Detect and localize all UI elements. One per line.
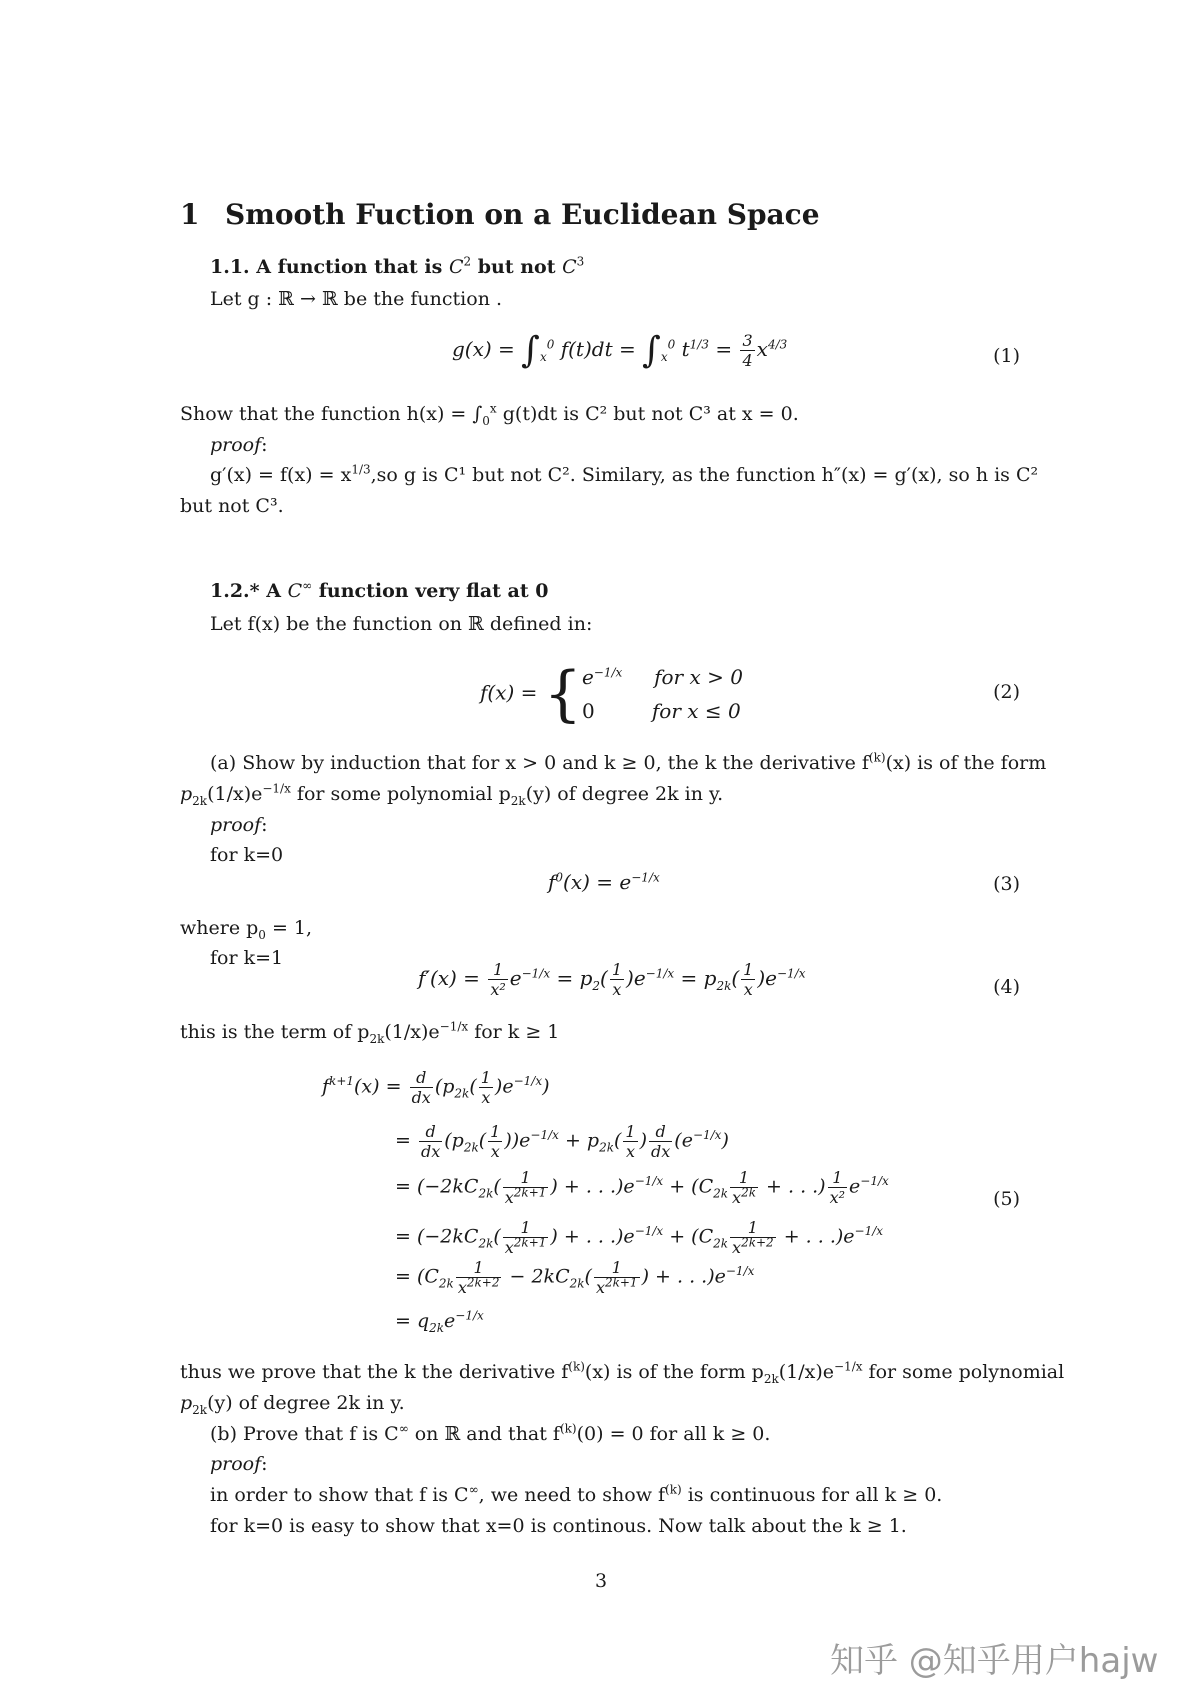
part-b-line: (b) Prove that f is C∞ on ℝ and that $f^{(k)}(0) = 0$ for all k ≥ 0. [210, 1421, 771, 1445]
continuity-line: in order to show that f is C∞, we need to show $f^{(k)}$ is continuous for all k ≥ 0. [210, 1482, 943, 1506]
part-b-end: (0) = 0 for all k ≥ 0. [576, 1423, 771, 1445]
subsection-heading-mid: but not [471, 256, 563, 278]
proof-line-1-text: g′(x) = f(x) = x [210, 464, 352, 486]
equation-5-number: (5) [993, 1188, 1020, 1210]
case-k0: for k=0 [210, 844, 284, 866]
equation-2-number: (2) [993, 681, 1020, 703]
equation-3-number: (3) [993, 873, 1020, 895]
part-a-line-2-tail: (y) of degree 2k in y. [525, 783, 724, 805]
equation-5-line-5: = ($C_{2k}$ $\frac{1}{x^{2k+2}}$ − $2kC_{2k}$( $\frac{1}{x^{2k+1}}$ ) + . . $.)e^{-1/x}$ [395, 1258, 755, 1297]
case-1-condition: for x > 0 [654, 665, 743, 689]
case-k1: for k=1 [210, 947, 284, 969]
conclusion-line-2: $p_{2k}(y)$ of degree 2k in y. [180, 1392, 405, 1417]
case-2-value: 0 [581, 699, 595, 723]
c2-symbol: C [448, 256, 464, 278]
part-a-line-2: $p_{2k}(1/x)e^{-1/x}$ for some polynomial $p_{2k}(y)$ of degree 2k in y. [180, 781, 724, 808]
proof-line-2: but not C³. [180, 495, 284, 517]
page-number: 3 [595, 1570, 608, 1592]
watermark: 知乎 @知乎用户hajw [830, 1641, 1159, 1681]
statement-text: Show that the function h(x) = ∫ [180, 403, 483, 425]
subsection-heading-prefix: 1.2.* A [210, 580, 288, 602]
continuity-tail: , we need to show f [478, 1484, 666, 1506]
equation-3: $f^0(x) = e^{-1/x}$ [548, 870, 660, 894]
conclusion-mid: (x) is of the form p [584, 1361, 764, 1383]
equation-5-line-2: = $\frac{d}{dx}$ ($p_{2k}$( $\frac{1}{x}$ ))$e^{-1/x} + p_{2k}$( $\frac{1}{x}$ ) $\frac{d}{dx}$ $(e^{-1/x})$ [395, 1122, 729, 1161]
c3-symbol: C [562, 256, 577, 278]
proof-label-text: proof [210, 1453, 262, 1475]
section-number: 1 [180, 198, 200, 231]
intro-line-1-1: Let g : ℝ → ℝ be the function . [210, 288, 503, 310]
proof-line-1: $g'(x) = f(x) = x^{1/3},so$ g is C¹ but not C². Similary, as the function h″(x) = g′(x), so h is C² [210, 462, 1039, 486]
term-line-text: this is the term of p [180, 1021, 370, 1043]
term-line-tail: for k ≥ 1 [474, 1021, 560, 1043]
proof-label-text: proof [210, 814, 262, 836]
statement-tail: g(t)dt is C² but not C³ at x = 0. [502, 403, 799, 425]
conclusion-text: thus we prove that the k the derivative f [180, 1361, 569, 1383]
where-line: where $p_0 = 1$, [180, 917, 313, 942]
continuity-text: in order to show that f is C [210, 1484, 469, 1506]
equation-5-line-6: = $q_{2k}e^{-1/x}$ [395, 1308, 484, 1335]
conclusion-tail: for some polynomial [868, 1361, 1065, 1383]
equation-5-line-1: $f^{k+1}(x)$ = $\frac{d}{dx}$ ($p_{2k}$( $\frac{1}{x}$ )$e^{-1/x}$) [322, 1068, 550, 1107]
continuity-end: is continuous for all k ≥ 0. [681, 1484, 943, 1506]
proof-line-1-tail: ,so g is C¹ but not C². Similary, as the function h″(x) = g′(x), so h is C² [370, 464, 1039, 486]
equation-1: $g(x) = \int_x^0$ $f(t)dt = \int_x^0$ $t^{1/3}$ = $\frac{3}{4}$ $x^{4/3}$ [452, 330, 788, 371]
part-a-line-2-text: for some polynomial p [296, 783, 511, 805]
part-a-line-1: (a) Show by induction that for x > 0 and k ≥ 0, the k the derivative $f^{(k)}(x)$ is of the form [210, 750, 1047, 774]
where-tail: = 1, [265, 917, 313, 939]
proof-label-text: proof [210, 434, 262, 456]
equation-1-number: (1) [993, 345, 1020, 367]
section-heading [180, 198, 820, 231]
conclusion-line-1: thus we prove that the k the derivative $f^{(k)}(x)$ is of the form $p_{2k}(1/x)e^{-1/x}$ for some polynomial [180, 1359, 1065, 1386]
equation-4: f′(x) = $\frac{1}{\text{x²}}$ $e^{-1/x} = p_2$( $\frac{1}{x}$ )$e^{-1/x} = p_{2k}$( $\frac{1}{x}$ )$e^{-1/x}$ [418, 960, 806, 999]
equation-5-line-4: = ($-2kC_{2k}$( $\frac{1}{x^{2k+1}}$ ) + . . $.)e^{-1/x} + (C_{2k}$ $\frac{1}{x^{2k+2}}$ + . . $.)e^{-1/x}$ [395, 1218, 884, 1257]
intro-line-1-2: Let f(x) be the function on ℝ defined in: [210, 613, 593, 635]
part-a-text: (a) Show by induction that for x > 0 and k ≥ 0, the k the derivative f [210, 752, 869, 774]
equation-2: f(x) = { $e^{-1/x}$ for x > 0 0 for x ≤ 0 [480, 659, 743, 729]
statement-line: Show that the function $h(x) = \int_0^x$ g(t)dt is C² but not C³ at x = 0. [180, 401, 799, 428]
subsection-heading-tail: function very flat at 0 [312, 580, 549, 602]
where-text: where p [180, 917, 259, 939]
subsection-heading-text: 1.1. A function that is [210, 256, 449, 278]
proof-label-2: proof: [210, 814, 268, 836]
part-a-tail: (x) is of the form [885, 752, 1047, 774]
k0-easy-line: for k=0 is easy to show that x=0 is continous. Now talk about the k ≥ 1. [210, 1515, 907, 1537]
equation-4-number: (4) [993, 976, 1020, 998]
case-2-condition: for x ≤ 0 [651, 699, 741, 723]
part-b-text: (b) Prove that f is C [210, 1423, 399, 1445]
conclusion-line-2-text: (y) of degree 2k in y. [207, 1392, 405, 1414]
proof-label-1: proof: [210, 434, 268, 456]
subsection-heading-1-1: 1.1. A function that is $C^2$ but not $C^3$ [210, 254, 585, 278]
part-b-tail: on ℝ and that f [408, 1423, 560, 1445]
subsection-heading-1-2: 1.2.* A C∞ function very flat at 0 [210, 578, 549, 602]
section-title: Smooth Fuction on a Euclidean Space [225, 198, 820, 231]
term-line: this is the term of $p_{2k}(1/x)e^{-1/x}$ for k ≥ 1 [180, 1019, 560, 1046]
equation-5-line-3: = ($-2kC_{2k}$( $\frac{1}{x^{2k+1}}$ ) + . . $.)e^{-1/x} + (C_{2k}$ $\frac{1}{x^{2k}}$ + . . .) $\frac{1}{\text{x²}}$ $e^{-1/x}$ [395, 1168, 889, 1207]
proof-label-3: proof: [210, 1453, 268, 1475]
